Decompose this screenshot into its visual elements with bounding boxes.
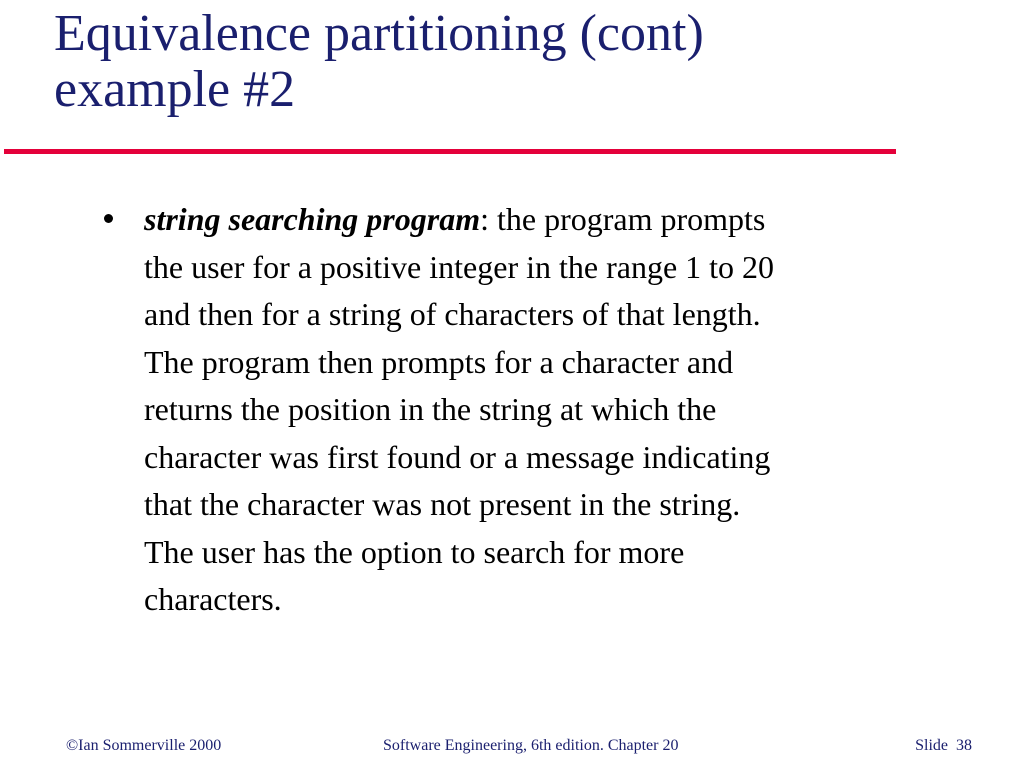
bullet-line-2: the user for a positive integer in the range 1 to 20 <box>144 248 775 285</box>
footer-copyright: ©Ian Sommerville 2000 <box>66 737 222 754</box>
bullet-item <box>104 196 904 624</box>
footer-book-title: Software Engineering, 6th edition. Chapter 20 <box>383 737 679 754</box>
bullet-line-5: returns the position in the string at which the <box>144 391 717 427</box>
footer-slide-number-value: 38 <box>956 737 972 754</box>
slide-title-line-1: Equivalence partitioning (cont) <box>54 5 704 62</box>
bullet-line-4: The program then prompts for a character and <box>144 343 734 380</box>
bullet-line-6: character was first found or a message indicating <box>144 438 771 475</box>
bullet-line-1 <box>144 196 904 244</box>
bullet-term: string searching program <box>144 201 481 237</box>
slide-title-line-2: example #2 <box>54 61 296 118</box>
bullet-line-3: and then for a string of characters of that length. <box>144 296 761 332</box>
bullet-dot-icon <box>104 214 113 223</box>
footer-slide-label: Slide <box>915 737 948 754</box>
footer-slide-number <box>915 736 972 756</box>
bullet-line-7: that the character was not present in the string. <box>144 486 741 522</box>
bullet-line-1-rest: : the program prompts <box>480 201 766 237</box>
bullet-line-9: characters. <box>144 581 282 617</box>
bullet-line-8: The user has the option to search for more <box>144 533 685 570</box>
bullet-text <box>144 196 904 624</box>
title-underline-rule <box>4 149 896 154</box>
bullet-list <box>104 196 904 624</box>
slide-title <box>54 6 954 118</box>
